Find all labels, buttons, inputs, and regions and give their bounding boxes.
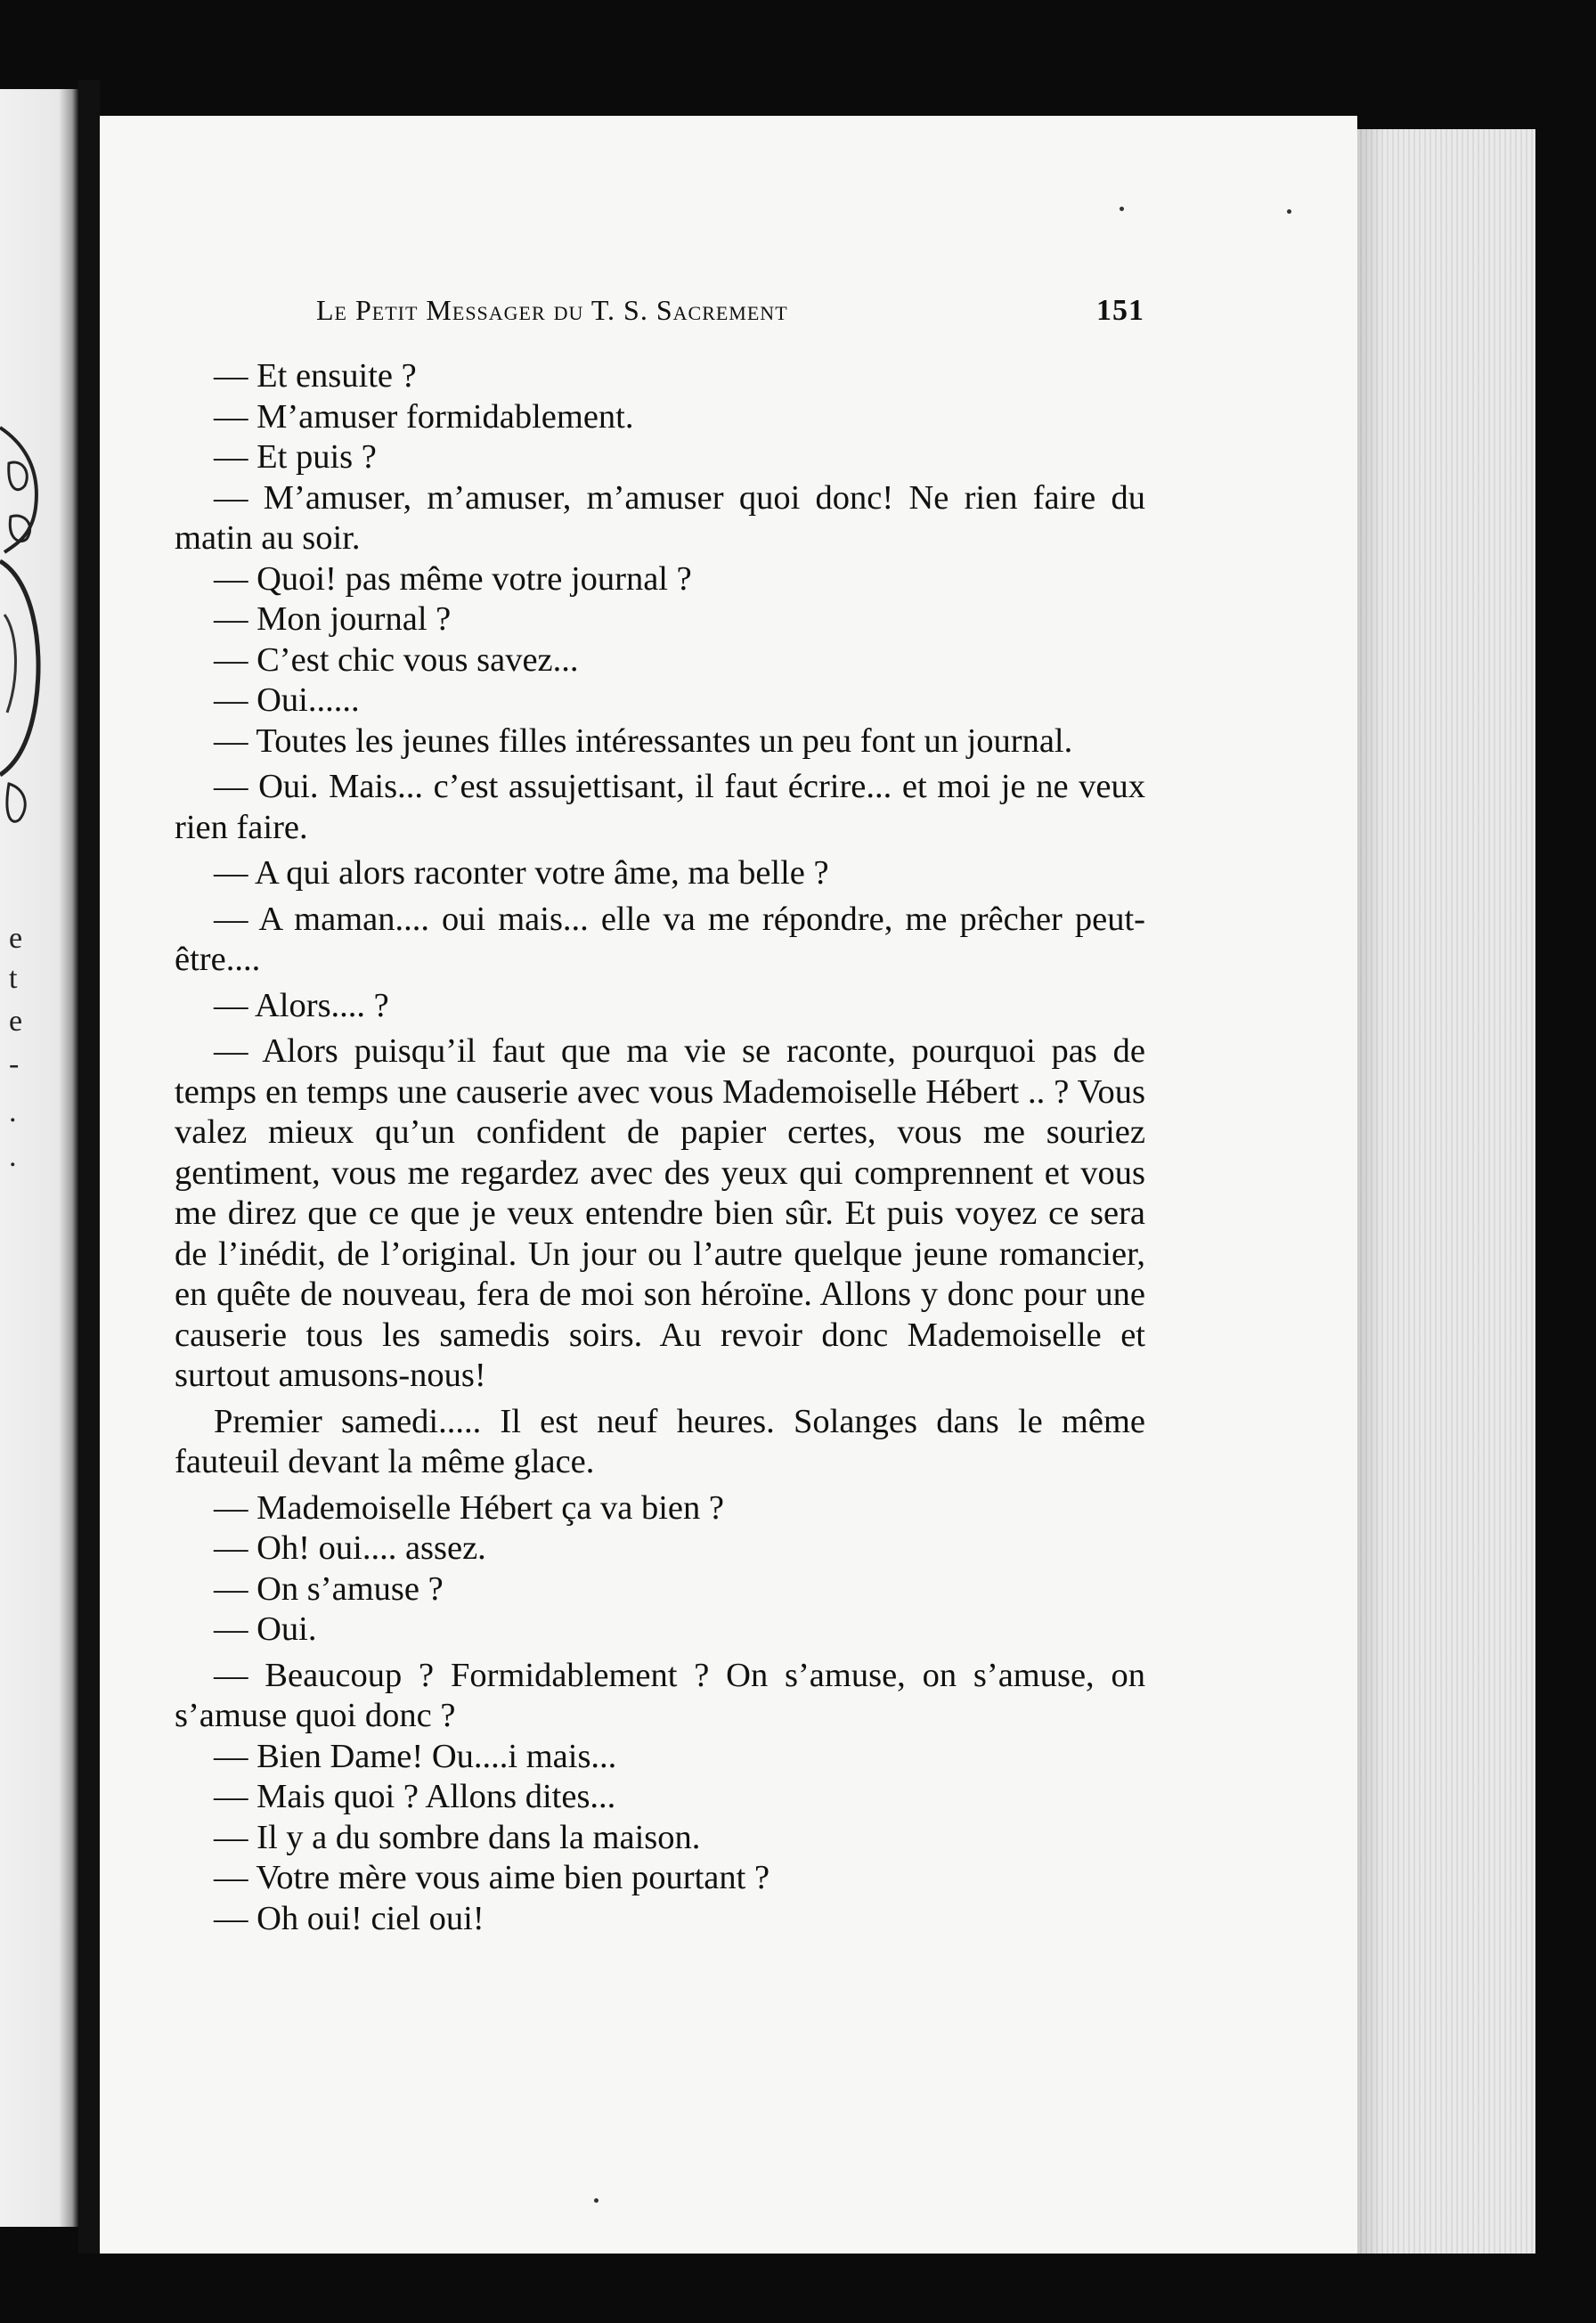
paragraph: — A qui alors raconter votre âme, ma belle ? <box>214 854 829 892</box>
left-page-fragment: - <box>9 1047 20 1080</box>
paragraph: — A maman.... oui mais... elle va me répondre, me prêcher peut-être.... <box>175 900 1145 978</box>
paragraph: — Mon journal ? <box>214 600 452 638</box>
paragraph: — Votre mère vous aime bien pourtant ? <box>214 1859 770 1896</box>
paragraph: — On s’amuse ? <box>214 1569 444 1608</box>
paragraph: — Oui. <box>214 1610 317 1648</box>
left-page-fragment: . <box>9 1140 17 1173</box>
running-title: Le Petit Messager du T. S. Sacrement <box>316 294 788 326</box>
left-page-fragment: e <box>9 922 23 955</box>
paragraph: — Oui. Mais... c’est assujettisant, il faut écrire... et moi je ne veux rien faire. <box>175 768 1145 846</box>
left-page-fragment: t <box>9 962 18 995</box>
book-gutter <box>78 80 100 2254</box>
scan-speck <box>594 2198 598 2203</box>
left-page-fragment: e <box>9 1005 23 1038</box>
left-page-fragment: . <box>9 1096 17 1129</box>
scan-speck <box>1120 207 1124 211</box>
paragraph: — Beaucoup ? Formidablement ? On s’amuse, on s’amuse, on s’amuse quoi donc ? <box>175 1656 1145 1734</box>
page-edge-stack <box>1357 129 1535 2254</box>
paragraph: — Mademoiselle Hébert ça va bien ? <box>214 1488 724 1527</box>
paragraph: — Quoi! pas même votre journal ? <box>214 559 692 598</box>
running-head <box>316 294 1144 338</box>
page-edge-shadow <box>1357 129 1384 2254</box>
paragraph: — Mais quoi ? Allons dites... <box>214 1778 616 1815</box>
paragraph: — Alors.... ? <box>214 986 389 1024</box>
scan-speck <box>1287 209 1291 214</box>
paragraph: — Et puis ? <box>214 438 377 476</box>
paragraph: — M’amuser formidablement. <box>214 397 634 436</box>
paragraph: — Oh oui! ciel oui! <box>214 1899 484 1937</box>
body-text <box>175 356 1145 1939</box>
paragraph: — M’amuser, m’amuser, m’amuser quoi donc! Ne rien faire du matin au soir. <box>175 478 1145 557</box>
paragraph: Premier samedi..... Il est neuf heures. Solanges dans le même fauteuil devant la même glace. <box>175 1402 1145 1480</box>
paragraph: — Alors puisqu’il faut que ma vie se raconte, pourquoi pas de temps en temps une causerie avec vous Mademoiselle Hébert .. ? Vous valez mieux qu’un confident de papier certes, vous me souriez gentiment, vous me regardez avec des yeux qui comprennent et vous me direz que ce que je veux entendre bien sûr. Et puis voyez ce sera de l’inédit, de l’original. Un jour ou l’autre quelque jeune romancier, en quête de nouveau, fera de moi son héroïne. Allons y donc pour une causerie tous les samedis soirs. Au revoir donc Mademoiselle et surtout amusons-nous! <box>175 1032 1145 1394</box>
paragraph: — Bien Dame! Ou....i mais... <box>214 1737 617 1775</box>
paragraph: — Il y a du sombre dans la maison. <box>214 1818 701 1856</box>
paragraph: — C’est chic vous savez... <box>214 640 579 679</box>
paragraph: — Et ensuite ? <box>214 357 417 395</box>
page-number: 151 <box>1096 294 1144 327</box>
paragraph: — Oui...... <box>214 681 360 719</box>
paragraph: — Oh! oui.... assez. <box>214 1529 486 1567</box>
paragraph: — Toutes les jeunes filles intéressantes un peu font un journal. <box>214 721 1073 760</box>
floral-ornament <box>0 410 53 837</box>
left-page-edge <box>0 89 78 2227</box>
